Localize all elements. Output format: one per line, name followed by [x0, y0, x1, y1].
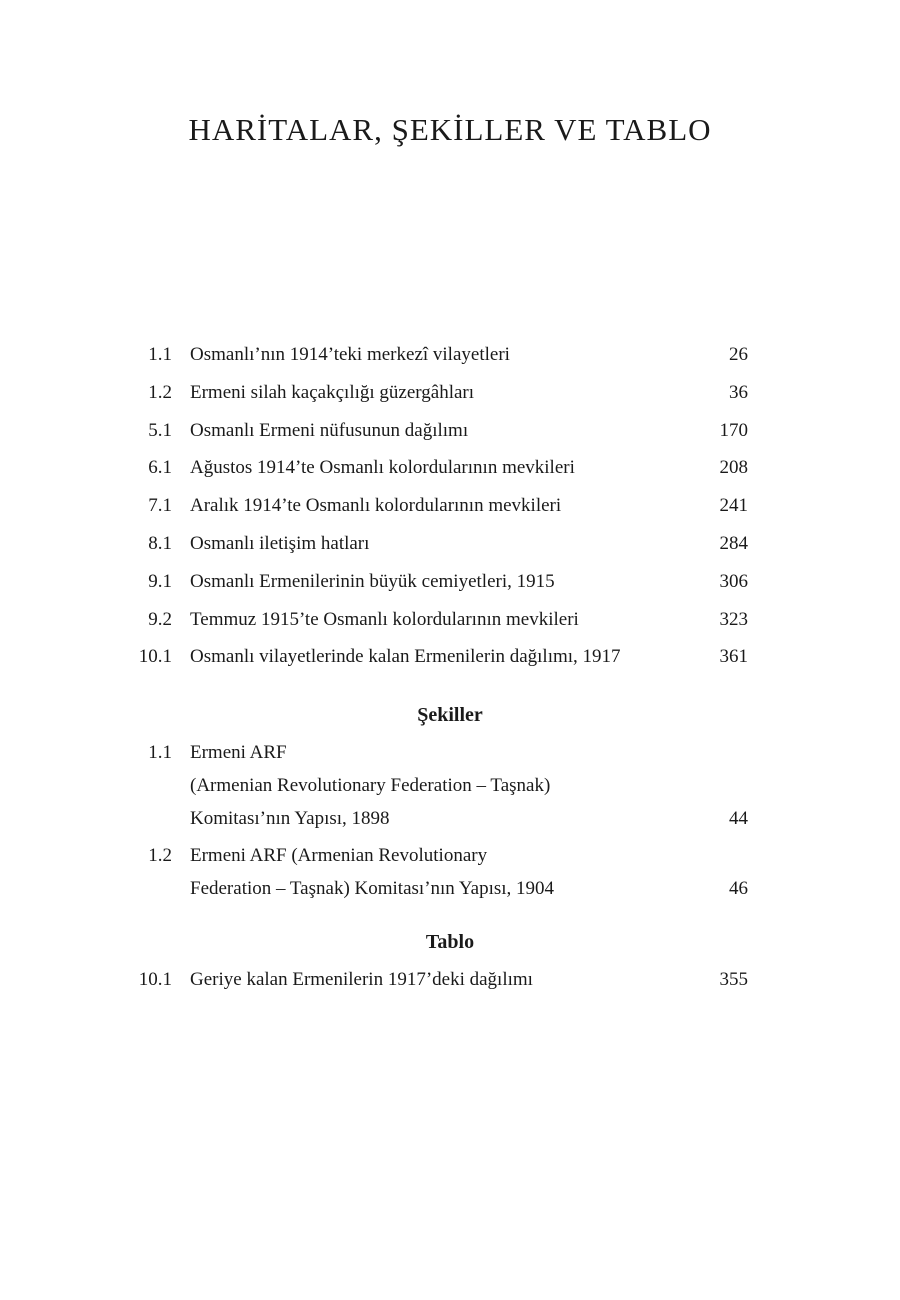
entry-page: 44 [729, 808, 748, 829]
entry-number: 7.1 [148, 495, 172, 517]
entry-title-line: Ermeni ARF (Armenian Revolutionary [190, 845, 488, 866]
entry-page: 46 [729, 878, 748, 899]
entry-page: 323 [719, 608, 748, 630]
entry-title-line: (Armenian Revolutionary Federation – Taşnak) [190, 775, 551, 796]
entry-page: 241 [719, 495, 748, 517]
entry-title: Osmanlı vilayetlerinde kalan Ermenilerin dağılımı, 1917 [190, 646, 621, 668]
list-item [0, 533, 900, 571]
entry-title: Osmanlı Ermeni nüfusunun dağılımı [190, 419, 469, 441]
entry-title-line: Federation – Taşnak) Komitası’nın Yapısı, 1904 [190, 878, 555, 899]
entry-page: 36 [729, 381, 748, 403]
entry-title-line: Ermeni ARF [190, 742, 287, 763]
list-item [0, 742, 900, 842]
list-item [0, 457, 900, 495]
page-title: HARİTALAR, ŞEKİLLER VE TABLO [188, 112, 712, 147]
maps-list [0, 344, 900, 684]
entry-page: 170 [719, 419, 748, 441]
entry-page: 208 [719, 457, 748, 479]
entry-number: 1.2 [148, 381, 172, 403]
entry-title: Geriye kalan Ermenilerin 1917’deki dağılımı [190, 969, 533, 990]
table-heading: Tablo [425, 931, 475, 953]
list-item [0, 420, 900, 458]
entry-page: 361 [719, 646, 748, 668]
list-item [0, 495, 900, 533]
entry-number: 9.2 [148, 608, 172, 630]
entry-title: Aralık 1914’te Osmanlı kolordularının mevkileri [190, 495, 562, 517]
tables-list [0, 969, 900, 1007]
entry-number: 5.1 [148, 419, 172, 441]
entry-number: 8.1 [148, 532, 172, 554]
entry-page: 26 [729, 344, 748, 365]
list-item [0, 646, 900, 684]
entry-number: 10.1 [138, 646, 172, 668]
figures-heading: Şekiller [417, 704, 483, 726]
entry-title: Temmuz 1915’te Osmanlı kolordularının mevkileri [190, 608, 579, 630]
entry-title: Osmanlı’nın 1914’teki merkezî vilayetleri [190, 344, 510, 365]
entry-number: 1.1 [148, 344, 172, 365]
list-item [0, 344, 900, 382]
entry-title: Ermeni silah kaçakçılığı güzergâhları [190, 381, 475, 403]
list-item [0, 845, 900, 915]
entry-page: 284 [719, 532, 748, 554]
list-item [0, 571, 900, 609]
entry-number: 1.1 [148, 742, 172, 763]
entry-title: Osmanlı iletişim hatları [190, 532, 370, 554]
entry-number: 6.1 [148, 457, 172, 479]
list-item [0, 382, 900, 420]
entry-title-line: Komitası’nın Yapısı, 1898 [190, 808, 390, 829]
list-item [0, 969, 900, 1007]
list-item [0, 609, 900, 647]
entry-number: 10.1 [138, 969, 172, 990]
entry-page: 306 [719, 570, 748, 592]
entry-number: 9.1 [148, 570, 172, 592]
entry-page: 355 [719, 969, 748, 990]
entry-number: 1.2 [148, 845, 172, 866]
entry-title: Ağustos 1914’te Osmanlı kolordularının mevkileri [190, 457, 575, 479]
entry-title: Osmanlı Ermenilerinin büyük cemiyetleri, 1915 [190, 570, 555, 592]
